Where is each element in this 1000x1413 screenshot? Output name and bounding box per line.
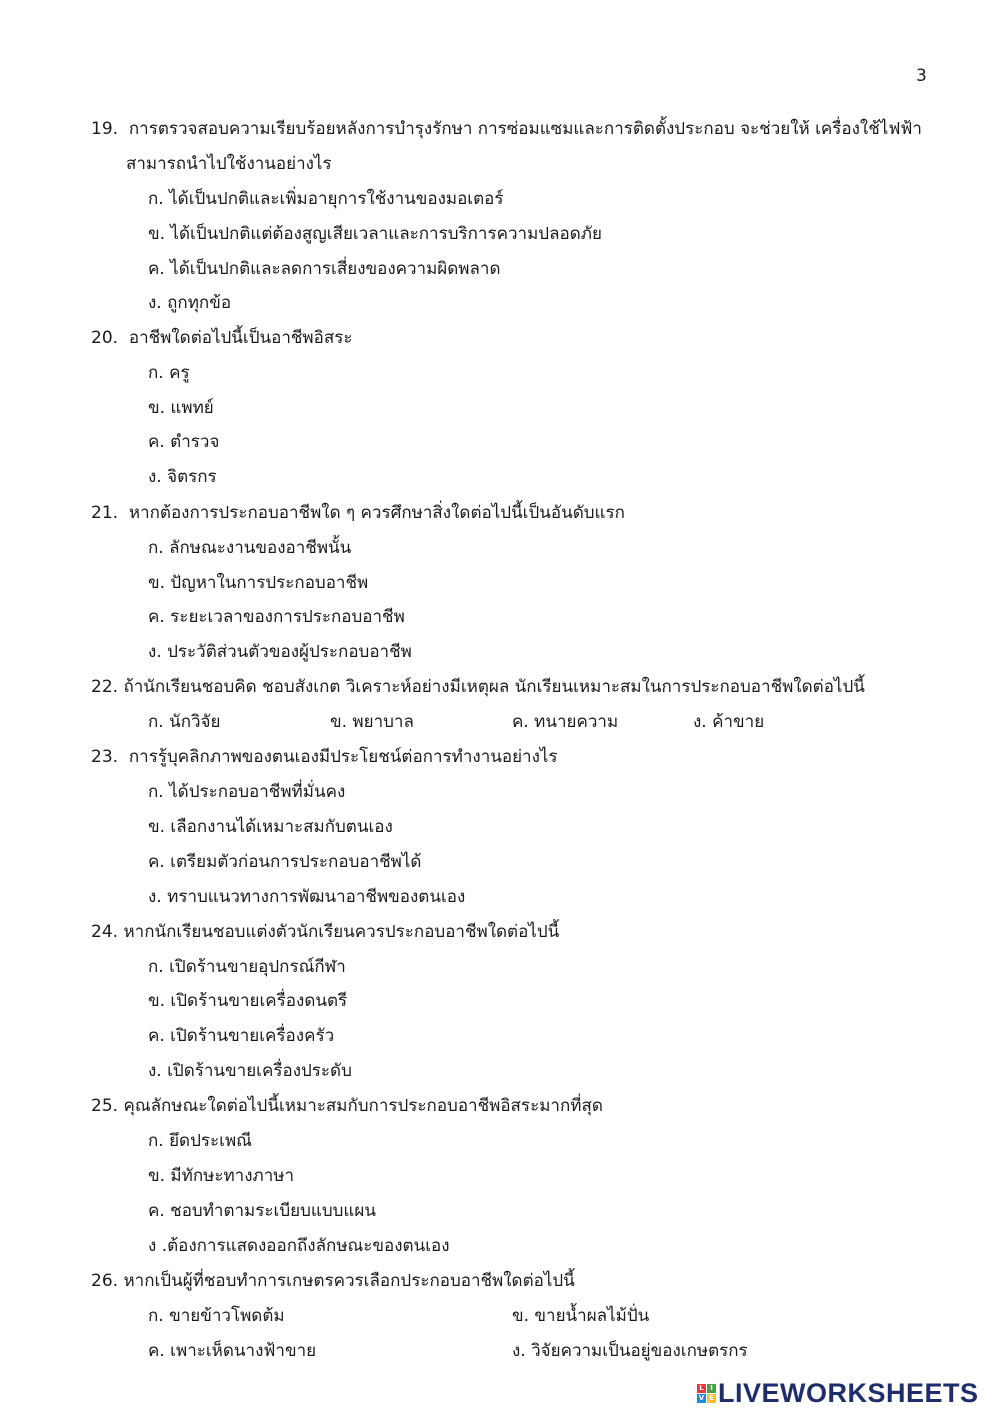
page-number: 3 bbox=[916, 66, 927, 86]
logo-mark-letter: V bbox=[698, 1394, 705, 1402]
choice[interactable]: ข. ปัญหาในการประกอบอาชีพ bbox=[148, 573, 369, 593]
question-number: 24. bbox=[91, 922, 119, 942]
choice[interactable]: ข. มีทักษะทางภาษา bbox=[148, 1166, 295, 1186]
choice[interactable]: ก. ลักษณะงานของอาชีพนั้น bbox=[148, 538, 352, 558]
question-text: การตรวจสอบความเรียบร้อยหลังการบำรุงรักษา การซ่อมแซมและการติดตั้งประกอบ จะช่วยให้ เครื่องใช้ไฟฟ้า bbox=[128, 119, 922, 139]
question-26 bbox=[91, 1270, 575, 1292]
choice[interactable]: ง. ประวัติส่วนตัวของผู้ประกอบอาชีพ bbox=[148, 642, 412, 662]
question-number: 19. bbox=[91, 119, 119, 139]
choice[interactable]: ค. ชอบทำตามระเบียบแบบแผน bbox=[148, 1201, 376, 1221]
choice[interactable]: ง. จิตรกร bbox=[148, 467, 217, 487]
choice[interactable]: ง. วิจัยความเป็นอยู่ของเกษตรกร bbox=[512, 1341, 748, 1361]
question-20 bbox=[91, 327, 352, 349]
choice[interactable]: ค. ระยะเวลาของการประกอบอาชีพ bbox=[148, 607, 405, 627]
question-21 bbox=[91, 502, 625, 524]
choice[interactable]: ข. เปิดร้านขายเครื่องดนตรี bbox=[148, 991, 348, 1011]
choice[interactable]: ก. นักวิจัย bbox=[148, 712, 221, 732]
question-text: หากเป็นผู้ที่ชอบทำการเกษตรควรเลือกประกอบอาชีพใดต่อไปนี้ bbox=[123, 1271, 575, 1291]
question-number: 25. bbox=[91, 1096, 119, 1116]
choice[interactable]: ก. ยึดประเพณี bbox=[148, 1131, 252, 1151]
question-text: คุณลักษณะใดต่อไปนี้เหมาะสมกับการประกอบอาชีพอิสระมากที่สุด bbox=[123, 1096, 603, 1116]
choice[interactable]: ค. เพาะเห็ดนางฟ้าขาย bbox=[148, 1341, 317, 1361]
choice[interactable]: ข. ขายน้ำผลไม้ปั่น bbox=[512, 1306, 650, 1326]
question-22 bbox=[91, 676, 865, 698]
logo-mark-letter: I bbox=[707, 1384, 716, 1393]
liveworksheets-logo[interactable] bbox=[697, 1378, 979, 1409]
choice[interactable]: ง .ต้องการแสดงออกถึงลักษณะของตนเอง bbox=[148, 1236, 450, 1256]
choice[interactable]: ข. เลือกงานได้เหมาะสมกับตนเอง bbox=[148, 817, 393, 837]
question-number: 23. bbox=[91, 747, 119, 767]
choice[interactable]: ง. ทราบแนวทางการพัฒนาอาชีพของตนเอง bbox=[148, 887, 466, 907]
choice[interactable]: ข. ได้เป็นปกติแต่ต้องสูญเสียเวลาและการบริการความปลอดภัย bbox=[148, 224, 602, 244]
question-19 bbox=[91, 118, 922, 140]
logo-mark-icon bbox=[697, 1384, 716, 1403]
question-number: 26. bbox=[91, 1271, 119, 1291]
question-number: 20. bbox=[91, 328, 119, 348]
question-text: การรู้บุคลิกภาพของตนเองมีประโยชน์ต่อการทำงานอย่างไร bbox=[128, 747, 558, 767]
choice[interactable]: ก. เปิดร้านขายอุปกรณ์กีฬา bbox=[148, 957, 346, 977]
choice[interactable]: ค. เปิดร้านขายเครื่องครัว bbox=[148, 1026, 335, 1046]
choice[interactable]: ง. ถูกทุกข้อ bbox=[148, 293, 232, 313]
question-24 bbox=[91, 921, 559, 943]
logo-mark-letter: E bbox=[707, 1394, 716, 1403]
choice[interactable]: ง. เปิดร้านขายเครื่องประดับ bbox=[148, 1061, 352, 1081]
question-text-continued: สามารถนำไปใช้งานอย่างไร bbox=[126, 154, 332, 174]
logo-mark-letter: L bbox=[697, 1384, 706, 1393]
choice[interactable]: ก. ขายข้าวโพดต้ม bbox=[148, 1306, 285, 1326]
choice[interactable]: ก. ได้ประกอบอาชีพที่มั่นคง bbox=[148, 782, 346, 802]
choice[interactable]: ก. ได้เป็นปกติและเพิ่มอายุการใช้งานของมอเตอร์ bbox=[148, 189, 504, 209]
question-text: หากต้องการประกอบอาชีพใด ๆ ควรศึกษาสิ่งใดต่อไปนี้เป็นอันดับแรก bbox=[128, 503, 625, 523]
choice[interactable]: ค. ตำรวจ bbox=[148, 432, 220, 452]
choice[interactable]: ข. แพทย์ bbox=[148, 398, 214, 418]
choice[interactable]: ค. เตรียมตัวก่อนการประกอบอาชีพได้ bbox=[148, 852, 422, 872]
choice[interactable]: ข. พยาบาล bbox=[330, 712, 414, 732]
question-23 bbox=[91, 746, 558, 768]
question-number: 21. bbox=[91, 503, 119, 523]
choice[interactable]: ค. ทนายความ bbox=[512, 712, 619, 732]
choice[interactable]: ก. ครู bbox=[148, 363, 190, 383]
question-number: 22. bbox=[91, 677, 119, 697]
question-text: หากนักเรียนชอบแต่งตัวนักเรียนควรประกอบอาชีพใดต่อไปนี้ bbox=[123, 922, 560, 942]
question-25 bbox=[91, 1095, 603, 1117]
question-text: ถ้านักเรียนชอบคิด ชอบสังเกต วิเคราะห์อย่างมีเหตุผล นักเรียนเหมาะสมในการประกอบอาชีพใดต่อไปนี้ bbox=[123, 677, 865, 697]
logo-text: LIVEWORKSHEETS bbox=[718, 1378, 979, 1408]
choice[interactable]: ค. ได้เป็นปกติและลดการเสี่ยงของความผิดพลาด bbox=[148, 259, 501, 279]
question-text: อาชีพใดต่อไปนี้เป็นอาชีพอิสระ bbox=[128, 328, 353, 348]
choice[interactable]: ง. ค้าขาย bbox=[693, 712, 765, 732]
